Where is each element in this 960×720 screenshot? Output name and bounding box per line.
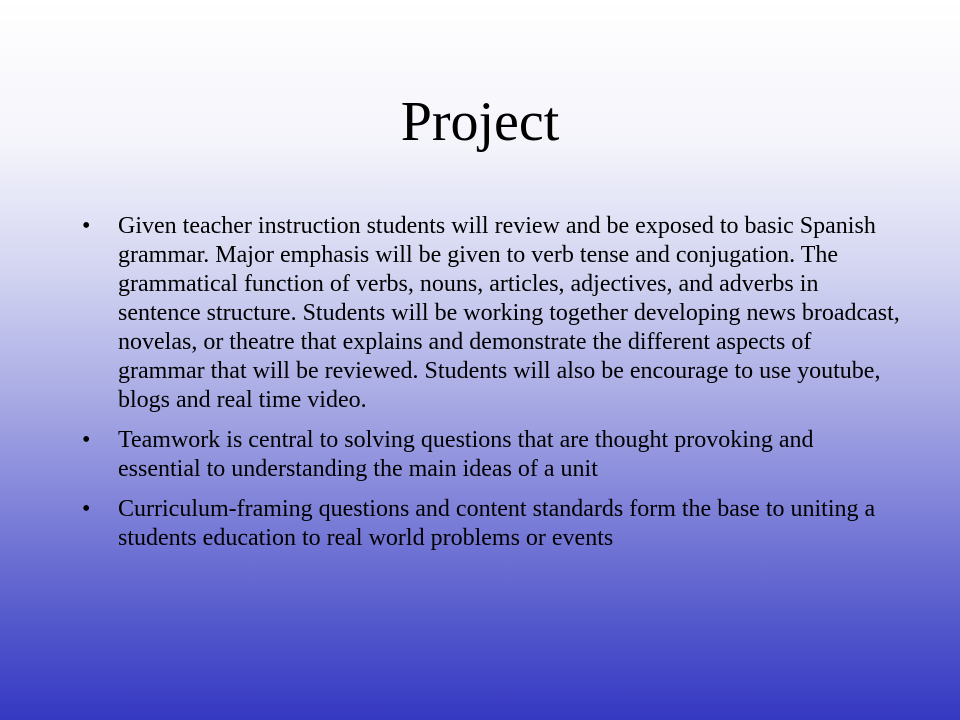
bullet-text: Curriculum-framing questions and content standards form the base to uniting a students education to real world problems or events — [118, 496, 876, 551]
bullet-item — [80, 212, 900, 415]
slide-title: Project — [400, 91, 560, 153]
bullet-list — [80, 212, 900, 564]
bullet-icon: • — [82, 427, 91, 453]
bullet-item — [80, 495, 900, 553]
bullet-icon: • — [82, 496, 91, 522]
bullet-text: Teamwork is central to solving questions that are thought provoking and essential to understanding the main ideas of a unit — [118, 427, 814, 482]
bullet-item — [80, 426, 900, 484]
bullet-icon: • — [82, 213, 91, 239]
bullet-text: Given teacher instruction students will review and be exposed to basic Spanish grammar. Major emphasis will be given to verb tense and conjugation. The grammatical function of verbs, nouns, articles, adjectives, and adverbs in sentence structure. Students will be working together developing news broadcast, novelas, or theatre that explains and demonstrate the different aspects of grammar that will be reviewed. Students will also be encourage to use youtube, blogs and real time video. — [118, 213, 900, 413]
